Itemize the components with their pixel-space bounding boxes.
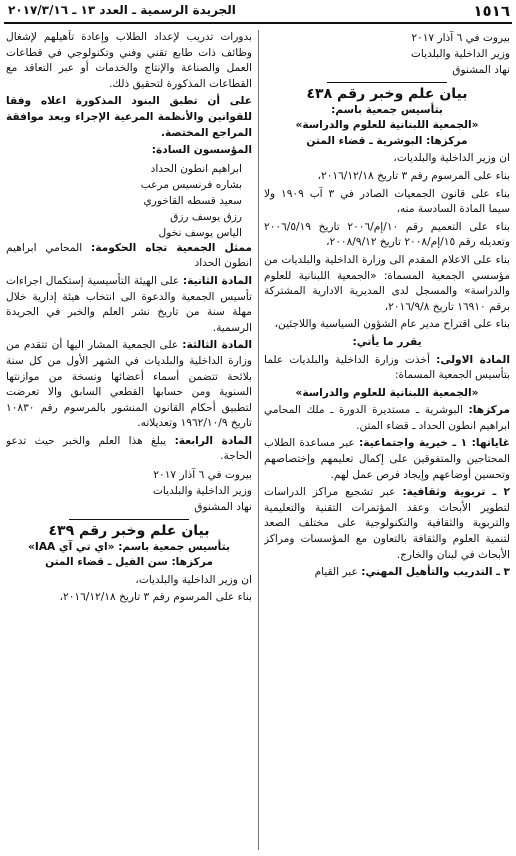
decree-heading: بيان علم وخبر رقم ٤٣٩ بتأسيس جمعية باسم: «اي تي آي IAA» مركزها: سن الفيل ـ قضاء المتن — [28, 523, 230, 569]
page-number: ١٥١٦ — [473, 2, 510, 20]
article-2: المادة الثانية: على الهيئة التأسيسية إستكمال اجراءات تأسيس الجمعية والدعوة الى انتخاب هيئة إدارية خلال مهلة سنة من تاريخ نشر العلم والخبر في الجريدة الرسمية. — [6, 274, 252, 334]
page-header — [0, 0, 516, 22]
paragraph: بناء على اقتراح مدير عام الشؤون السياسية واللاجئين، — [274, 318, 510, 331]
separator-rule — [69, 519, 189, 520]
paragraph: بناء على قانون الجمعيات الصادر في ٣ آب ١٩٠٩ ولا سيما المادة السادسة منه، — [264, 187, 510, 216]
goals: غاياتها: ١ ـ خيرية واجتماعية: عبر مساعدة الطلاب المحتاجين والمتفوقين على إكمال تعليمهم وإختصاصهم وتحسين أوضاعهم وإيجاد فرص عمل لهم. — [264, 437, 510, 481]
decides-line: يقرر ما يأتي: — [352, 335, 422, 348]
founder-name: بشاره فرنسيس مرعب — [140, 178, 242, 191]
founders-list — [6, 161, 252, 241]
representative: ممثل الجمعية تجاه الحكومة: المحامي ابراهيم انطون الحداد — [6, 241, 252, 270]
signoff-block — [6, 467, 252, 515]
column-divider — [258, 30, 259, 850]
article-1: المادة الاولى: أخذت وزارة الداخلية والبلديات علما بتأسيس الجمعية المسماة: — [264, 353, 510, 382]
founder-name: الياس يوسف نخول — [158, 226, 242, 239]
signoff-name: نهاد المشنوق — [452, 64, 510, 76]
paragraph: ان وزير الداخلية والبلديات، — [135, 573, 252, 586]
paragraph: بناء على التعميم رقم ١٠/إم/٢٠٠٦ تاريخ ٢٠٠٦/٥/١٩ وتعديله رقم ١٥/إم/٢٠٠٨ تاريخ ٢٠٠٨/٩/١٢، — [264, 220, 510, 249]
continuation-text: بدورات تدريب لإعداد الطلاب وإعادة تأهيلهم لإشغال وظائف ذات طابع تقني وفني وتكنولوجي في قطاعات العمل والصناعة والإنتاج والخدمات أو عبر التعاقد مع القطاعات المذكورة لتحقيق ذلك. — [6, 31, 252, 90]
condition-text: على أن تطبق البنود المذكورة اعلاه وفقا للقوانين والأنظمة المرعية الإجراء وبعد موافقة المراجع المختصة. — [6, 95, 252, 139]
signoff-name: نهاد المشنوق — [194, 501, 252, 514]
founder-name: رزق يوسف رزق — [170, 210, 242, 223]
signoff-block — [264, 30, 510, 78]
header-rule — [4, 22, 512, 24]
paragraph: ان وزير الداخلية والبلديات، — [393, 152, 510, 165]
location: مركزها: البوشرية ـ مستديرة الدورة ـ ملك المحامي ابراهيم انطون الحداد ـ قضاء المتن. — [264, 404, 510, 432]
left-column — [6, 30, 252, 852]
separator-rule — [327, 82, 447, 83]
decree-heading: بيان علم وخبر رقم ٤٣٨ بتأسيس جمعية باسم: «الجمعية اللبنانية للعلوم والدراسة» مركزها: البوشرية ـ قضاء المتن — [295, 86, 479, 147]
goal-3: ٣ ـ التدريب والتأهيل المهني: عبر القيام — [314, 566, 510, 579]
gazette-title: الجريدة الرسمية ـ العدد ١٣ ـ ٢٠١٧/٣/١٦ — [8, 3, 236, 17]
founder-name: سعيد قسطه القاخوري — [143, 194, 242, 207]
article-3: المادة الثالثة: على الجمعية المشار اليها أن تتقدم من وزارة الداخلية والبلديات في الشهر الأول من كل سنة بلائحة تتضمن أسماء أعضائها ونسخة من موازنتها السنوية ومن حسابها القطعي السابق والا تعرضت لتطبيق أحكام القانون المنشور بالمرسوم رقم ١٠٨٣٠ تاريخ ١٩٦٢/١٠/٩ وتعديلاته. — [6, 339, 252, 430]
right-column — [264, 30, 510, 852]
paragraph: بناء على المرسوم رقم ٣ تاريخ ٢٠١٦/١٢/١٨، — [59, 591, 252, 604]
signoff-title: وزير الداخلية والبلديات — [152, 485, 252, 498]
founders-label: المؤسسون السادة: — [151, 144, 252, 157]
article-4: المادة الرابعة: يبلغ هذا العلم والخبر حيث تدعو الحاجة. — [6, 434, 252, 463]
goal-2: ٢ ـ تربوية وثقافية: عبر تشجيع مراكز الدراسات لتطوير الأبحاث وعقد المؤتمرات التقنية والتعليمية والتربوية والثقافية والتكنولوجية على مختلف الصعد لتنمية العلوم والثقافة بالتعاون مع المؤسسات ومراكز الأبحاث في لبنان والخارج. — [264, 486, 510, 561]
signoff-date: بيروت في ٦ آذار ٢٠١٧ — [411, 32, 510, 44]
paragraph: بناء على الاعلام المقدم الى وزارة الداخلية والبلديات من مؤسسي الجمعية المسماة: «الجمعية اللبنانية للعلوم والدراسة» والمسجل لدى المديرية الادارية المشتركة برقم ١٦٩١٠ تاريخ ٢٠١٦/٩/٨، — [264, 253, 510, 313]
association-name: «الجمعية اللبنانية للعلوم والدراسة» — [295, 386, 479, 399]
paragraph: بناء على المرسوم رقم ٣ تاريخ ٢٠١٦/١٢/١٨، — [317, 169, 510, 182]
signoff-title: وزير الداخلية والبلديات — [410, 48, 510, 60]
signoff-date: بيروت في ٦ آذار ٢٠١٧ — [153, 469, 252, 482]
founder-name: ابراهيم انطون الحداد — [150, 162, 242, 175]
